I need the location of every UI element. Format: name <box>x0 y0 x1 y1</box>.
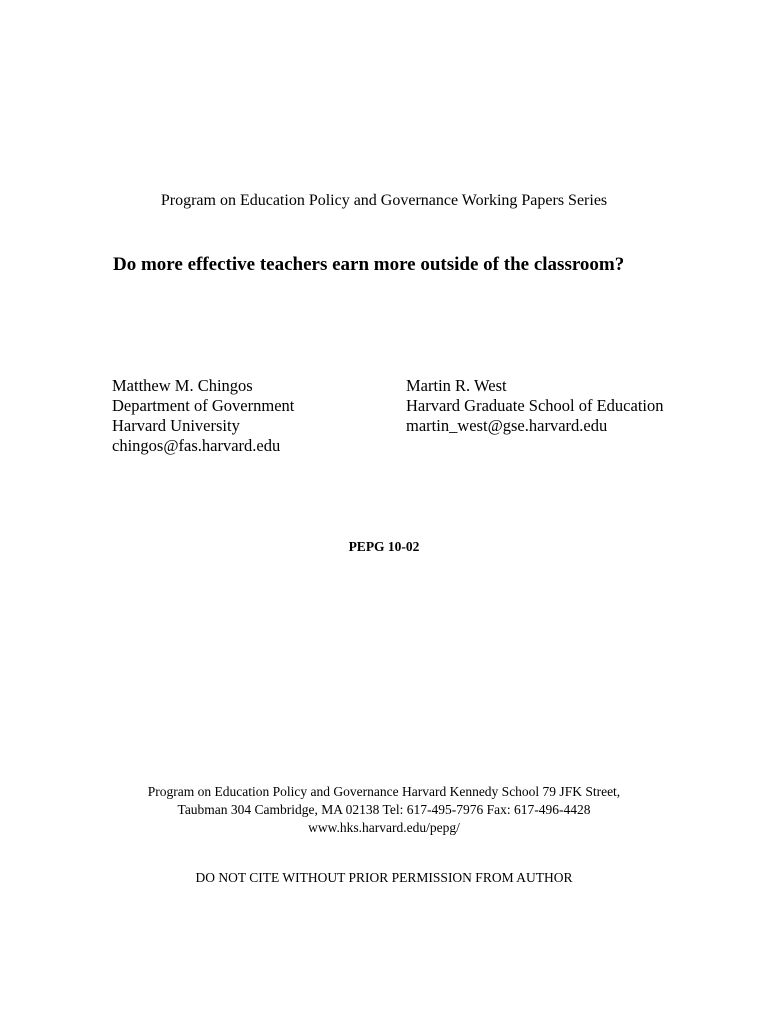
author-department: Harvard Graduate School of Education <box>406 396 664 415</box>
author-email: chingos@fas.harvard.edu <box>112 436 281 455</box>
author-block-chingos <box>112 376 294 456</box>
author-block-west <box>406 376 664 436</box>
author-department: Department of Government <box>112 396 295 415</box>
paper-title: Do more effective teachers earn more outside of the classroom? <box>113 254 625 275</box>
author-email: martin_west@gse.harvard.edu <box>406 416 608 435</box>
program-address <box>0 783 768 837</box>
citation-notice: DO NOT CITE WITHOUT PRIOR PERMISSION FROM AUTHOR <box>195 870 573 885</box>
paper-number: PEPG 10-02 <box>348 539 420 554</box>
author-name: Matthew M. Chingos <box>112 376 253 395</box>
author-institution: Harvard University <box>112 416 240 435</box>
address-website: www.hks.harvard.edu/pepg/ <box>308 820 460 835</box>
address-line-2: Taubman 304 Cambridge, MA 02138 Tel: 617-495-7976 Fax: 617-496-4428 <box>177 802 591 817</box>
address-line-1: Program on Education Policy and Governance Harvard Kennedy School 79 JFK Street, <box>147 784 621 799</box>
series-heading <box>0 191 768 211</box>
author-name: Martin R. West <box>406 376 507 395</box>
series-heading-text: Program on Education Policy and Governance Working Papers Series <box>160 192 608 209</box>
